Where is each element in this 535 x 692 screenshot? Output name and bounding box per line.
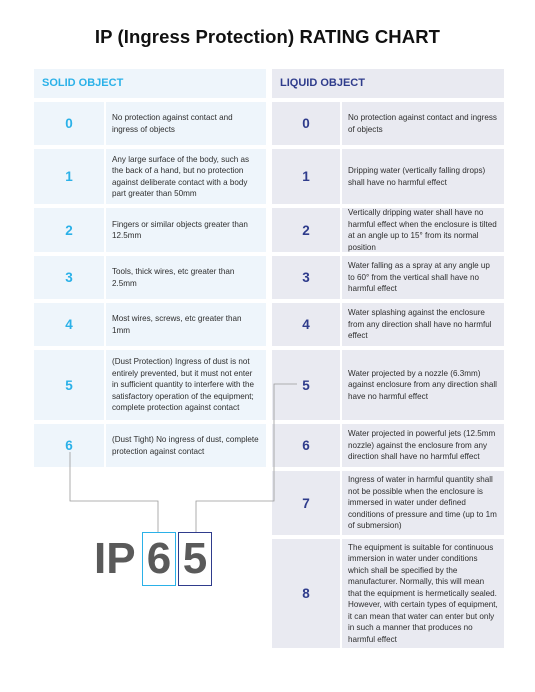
liquid-rating-description: Water splashing against the enclosure from any direction shall have no harmful effect [342,303,504,346]
solid-rating-description: No protection against contact and ingress of objects [106,102,266,145]
solid-rating-description: (Dust Protection) Ingress of dust is not entirely prevented, but it must not enter in sufficient quantity to interfere with the satisfactory operation of the equipment; complete protection against contact [106,350,266,420]
ip-liquid-digit: 5 [178,532,212,586]
liquid-rating-number: 4 [272,303,340,346]
solid-rating-number: 5 [34,350,104,420]
solid-object-header: SOLID OBJECT [34,69,266,98]
liquid-rating-number: 8 [272,539,340,648]
liquid-rating-number: 3 [272,256,340,299]
solid-rating-description: (Dust Tight) No ingress of dust, complete protection against contact [106,424,266,467]
liquid-rating-number: 5 [272,350,340,420]
ip-prefix: IP [94,534,136,583]
liquid-rating-number: 6 [272,424,340,467]
liquid-object-header: LIQUID OBJECT [272,69,504,98]
solid-rating-description: Tools, thick wires, etc greater than 2.5mm [106,256,266,299]
liquid-rating-number: 0 [272,102,340,145]
solid-rating-number: 1 [34,149,104,204]
solid-rating-description: Any large surface of the body, such as the back of a hand, but no protection against deliberate contact with a body part greater than 50mm [106,149,266,204]
liquid-rating-description: Water falling as a spray at any angle up to 60° from the vertical shall have no harmful effect [342,256,504,299]
liquid-rating-description: The equipment is suitable for continuous immersion in water under conditions which shall be specified by the manufacturer. Normally, this will mean that the equipment is hermetically sealed. However, with certain types of equipment, it can mean that water can enter but only in such a manner that produces no harmful effect [342,539,504,648]
liquid-rating-number: 7 [272,471,340,535]
liquid-rating-description: No protection against contact and ingress of objects [342,102,504,145]
page-title: IP (Ingress Protection) RATING CHART [94,26,441,47]
solid-rating-number: 4 [34,303,104,346]
solid-rating-description: Most wires, screws, etc greater than 1mm [106,303,266,346]
liquid-rating-description: Water projected in powerful jets (12.5mm nozzle) against the enclosure from any direction shall have no harmful effect [342,424,504,467]
liquid-rating-description: Dripping water (vertically falling drops) shall have no harmful effect [342,149,504,204]
solid-rating-number: 6 [34,424,104,467]
liquid-rating-number: 1 [272,149,340,204]
solid-rating-number: 0 [34,102,104,145]
solid-rating-number: 3 [34,256,104,299]
ip-solid-digit: 6 [142,532,176,586]
solid-rating-description: Fingers or similar objects greater than 12.5mm [106,208,266,252]
liquid-rating-number: 2 [272,208,340,252]
liquid-rating-description: Water projected by a nozzle (6.3mm) against enclosure from any direction shall have no harmful effect [342,350,504,420]
liquid-rating-description: Vertically dripping water shall have no harmful effect when the enclosure is tilted at an angle up to 15° from its normal position [342,208,504,252]
liquid-rating-description: Ingress of water in harmful quantity shall not be possible when the enclosure is immersed in water under defined conditions of pressure and time (up to 1m of submersion) [342,471,504,535]
solid-rating-number: 2 [34,208,104,252]
